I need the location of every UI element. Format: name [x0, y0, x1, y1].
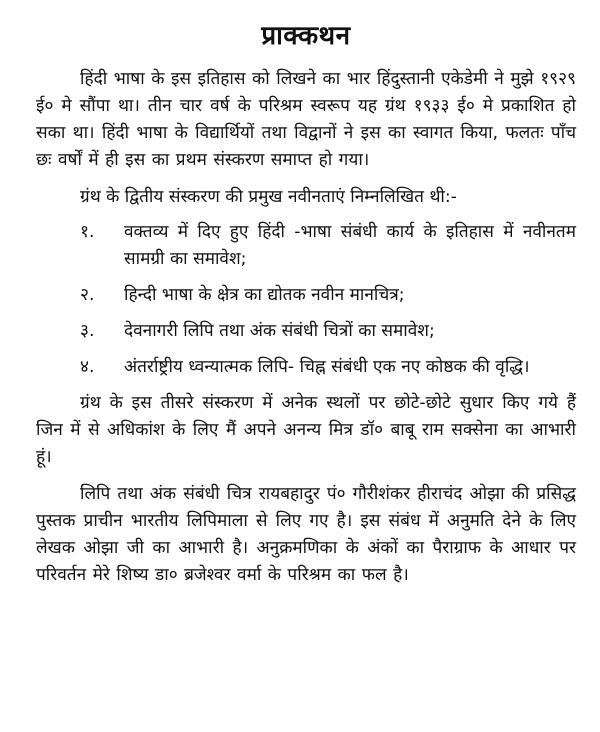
page-title: प्राक्कथन [261, 21, 351, 51]
list-intro: ग्रंथ के द्वितीय संस्करण की प्रमुख नवीनताएं निम्नलिखित थी:- [80, 187, 457, 207]
list-item-text: देवनागरी लिपि तथा अंक संबंधी चित्रों का समावेश; [124, 321, 435, 341]
list-item [80, 219, 576, 273]
list-item [80, 282, 576, 309]
paragraph-second: ग्रंथ के इस तीसरे संस्करण में अनेक स्थलों पर छोटे-छोटे सुधार किए गये हैं जिन में से अधिकांश के लिए मैं अपने अनन्य मित्र डॉ० बाबू राम सक्सेना का आभारी हूं। [36, 393, 576, 467]
paragraph-first: हिंदी भाषा के इस इतिहास को लिखने का भार हिंदुस्तानी एकेडेमी ने मुझे १९२९ ई० मे सौंपा था। तीन चार वर्ष के परिश्रम स्वरूप यह ग्रंथ १९३३ ई० मे प्रकाशित हो सका था। हिंदी भाषा के विद्यार्थियों तथा विद्वानों ने इस का स्वागत किया, फलतः पाँच छः वर्षों में ही इस का प्रथम संस्करण समाप्त हो गया। [36, 69, 576, 170]
list-item [80, 318, 576, 345]
novelties-list [36, 219, 576, 381]
paragraph-third: लिपि तथा अंक संबंधी चित्र रायबहादुर पं० गौरीशंकर हीराचंद ओझा की प्रसिद्ध पुस्तक प्राचीन भारतीय लिपिमाला से लिए गए है। इस संबंध में अनुमति देने के लिए लेखक ओझा जी का आभारी है। अनुक्रमणिका के अंकों का पैराग्राफ के आधार पर परिवर्तन मेरे शिष्य डा० ब्रजेश्वर वर्मा के परिश्रम का फल है। [36, 484, 576, 585]
list-item-number: ४. [80, 357, 95, 377]
list-item-text: अंतर्राष्ट्रीय ध्वन्यात्मक लिपि- चिह्न संबंधी एक नए कोष्ठक की वृद्धि। [124, 357, 530, 377]
list-item-number: ३. [80, 321, 95, 341]
list-item-number: २. [80, 285, 95, 305]
list-item-text: हिन्दी भाषा के क्षेत्र का द्योतक नवीन मानचित्र; [124, 285, 405, 305]
list-item-text: वक्तव्य में दिए हुए हिंदी -भाषा संबंधी कार्य के इतिहास में नवीनतम सामग्री का समावेश; [124, 222, 576, 269]
list-item-number: १. [80, 222, 95, 242]
list-item [80, 354, 576, 381]
